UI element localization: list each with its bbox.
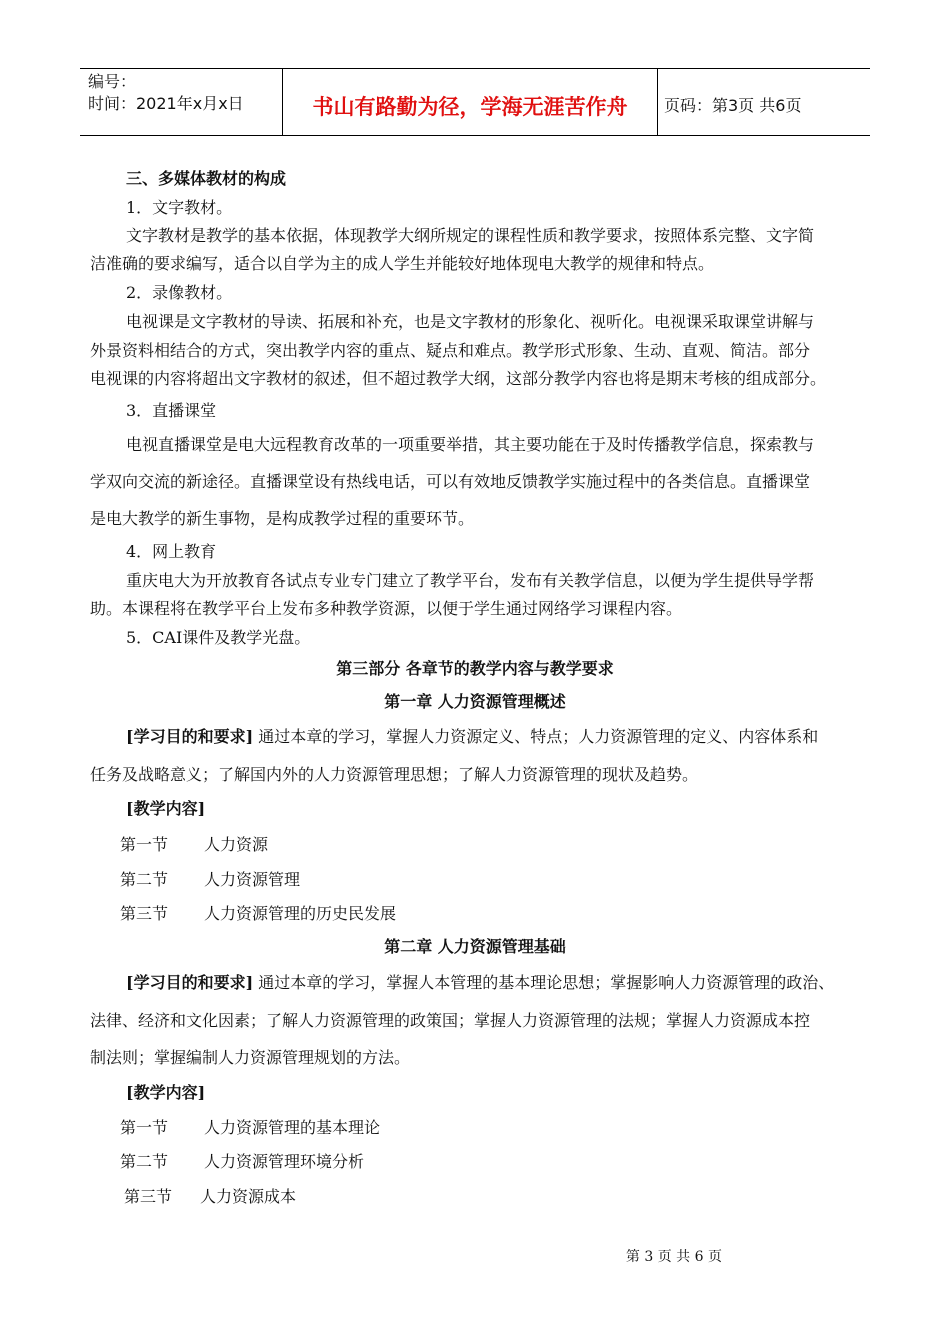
item2-paragraph-line: 电视课是文字教材的导读、拓展和补充，也是文字教材的形象化、视听化。电视课采取课堂讲解与: [126, 312, 815, 331]
item2-title: 2．录像教材。: [126, 283, 233, 302]
chapter2-goal-line: 法律、经济和文化因素；了解人力资源管理的政策国；掌握人力资源管理的法规；掌握人力资源成本控: [90, 1011, 811, 1030]
header-left-cell: [80, 69, 282, 135]
goal-label: [学习目的和要求]: [126, 973, 254, 992]
item3-paragraph-line: 是电大教学的新生事物，是构成教学过程的重要环节。: [90, 509, 475, 528]
goal-text: 通过本章的学习，掌握人本管理的基本理论思想；掌握影响人力资源管理的政治、: [258, 973, 835, 992]
item4-paragraph-line: 助。本课程将在教学平台上发布多种教学资源，以便于学生通过网络学习课程内容。: [90, 599, 683, 618]
chapter1-title: 第一章 人力资源管理概述: [384, 692, 566, 711]
date-label: 时间：2021年x月x日: [88, 94, 244, 113]
header-page-info: 页码：第3页 共6页: [664, 96, 802, 115]
chapter1-goal-line: [90, 726, 860, 748]
section-number: 第三节: [124, 1187, 173, 1206]
item3-title: 3．直播课堂: [126, 401, 217, 420]
chapter1-content-label: [教学内容]: [126, 799, 206, 818]
page-header: [80, 68, 870, 136]
section-number: 第二节: [120, 870, 169, 889]
item4-paragraph-line: 重庆电大为开放教育各试点专业专门建立了教学平台，发布有关教学信息，以便为学生提供导学帮: [126, 571, 815, 590]
item1-title: 1．文字教材。: [126, 198, 233, 217]
section-number: 第一节: [120, 835, 169, 854]
goal-label: [学习目的和要求]: [126, 727, 254, 746]
section-title: 人力资源管理的基本理论: [204, 1118, 381, 1137]
item1-paragraph-line: 文字教材是教学的基本依据，体现教学大纲所规定的课程性质和教学要求，按照体系完整、文字简: [126, 226, 815, 245]
chapter2-content-label: [教学内容]: [126, 1083, 206, 1102]
section-title: 人力资源管理: [204, 870, 301, 889]
chapter2-goal-line: 制法则；掌握编制人力资源管理规划的方法。: [90, 1048, 411, 1067]
chapter2-goal-line: [90, 972, 860, 994]
section-title: 人力资源成本: [200, 1187, 297, 1206]
motto: 书山有路勤为径，学海无涯苦作舟: [312, 95, 628, 119]
item3-paragraph-line: 电视直播课堂是电大远程教育改革的一项重要举措，其主要功能在于及时传播教学信息，探索教与: [126, 435, 815, 454]
section-title: 人力资源管理环境分析: [204, 1152, 365, 1171]
item5-title: 5．CAI课件及教学光盘。: [126, 628, 311, 647]
item4-title: 4．网上教育: [126, 542, 217, 561]
section-number: 第三节: [120, 904, 169, 923]
section-title: 人力资源管理的历史民发展: [204, 904, 397, 923]
item1-paragraph-line: 洁准确的要求编写，适合以自学为主的成人学生并能较好地体现电大教学的规律和特点。: [90, 254, 715, 273]
section-title: 人力资源: [204, 835, 269, 854]
section-heading: 三、多媒体教材的构成: [126, 169, 287, 188]
header-motto-cell: [282, 69, 658, 135]
number-label: 编号：: [88, 72, 137, 91]
item2-paragraph-line: 外景资料相结合的方式，突出教学内容的重点、疑点和难点。教学形式形象、生动、直观、简洁。部分: [90, 341, 811, 360]
chapter2-title: 第二章 人力资源管理基础: [384, 937, 566, 956]
part-title: 第三部分 各章节的教学内容与教学要求: [336, 659, 614, 678]
section-number: 第一节: [120, 1118, 169, 1137]
chapter1-goal-line: 任务及战略意义；了解国内外的人力资源管理思想；了解人力资源管理的现状及趋势。: [90, 765, 699, 784]
item2-paragraph-line: 电视课的内容将超出文字教材的叙述，但不超过教学大纲，这部分教学内容也将是期末考核的组成部分。: [90, 369, 827, 388]
item3-paragraph-line: 学双向交流的新途径。直播课堂设有热线电话，可以有效地反馈教学实施过程中的各类信息。直播课堂: [90, 472, 811, 491]
page-footer: 第 3 页 共 6 页: [625, 1249, 722, 1265]
goal-text: 通过本章的学习，掌握人力资源定义、特点；人力资源管理的定义、内容体系和: [258, 727, 819, 746]
section-number: 第二节: [120, 1152, 169, 1171]
